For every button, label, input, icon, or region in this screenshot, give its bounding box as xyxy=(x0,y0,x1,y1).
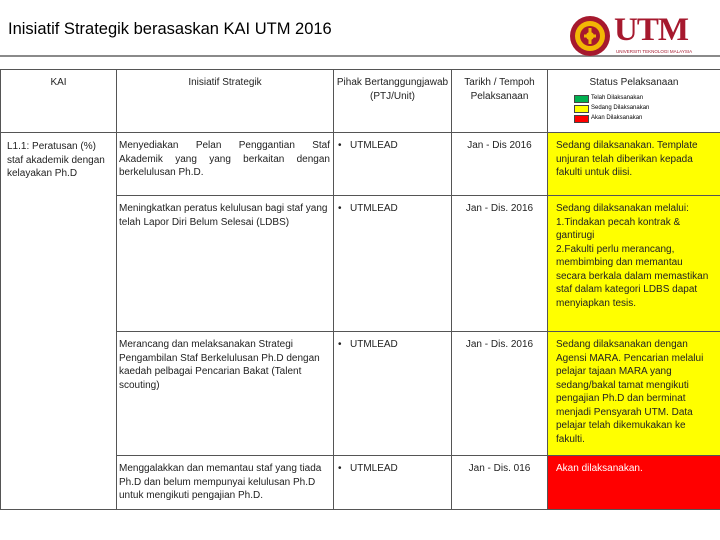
inisiatif-cell: Meningkatkan peratus kelulusan bagi staf yang telah Lapor Diri Belum Selesai (LDBS) xyxy=(117,196,334,332)
legend-item-telah xyxy=(574,94,720,104)
utm-logo xyxy=(568,14,718,58)
status-line: 1.Tindakan pecah kontrak & gantirugi xyxy=(556,216,681,241)
logo-subtitle: UNIVERSITI TEKNOLOGI MALAYSIA xyxy=(616,49,693,54)
header-tarikh: Tarikh / Tempoh Pelaksanaan xyxy=(452,70,548,133)
legend-label-telah: Telah Dilaksanakan xyxy=(591,95,644,102)
tarikh-cell: Jan - Dis. 2016 xyxy=(452,196,548,332)
tarikh-cell: Jan - Dis. 016 xyxy=(452,456,548,510)
status-cell: Sedang dilaksanakan. Template unjuran telah diberikan kepada fakulti untuk diisi. xyxy=(548,133,720,196)
status-legend xyxy=(548,94,720,124)
table-row xyxy=(1,133,720,196)
legend-swatch-yellow xyxy=(574,105,589,113)
kai-table xyxy=(0,69,720,510)
tarikh-cell: Jan - Dis. 2016 xyxy=(452,332,548,456)
pihak-cell: • UTMLEAD xyxy=(334,332,452,456)
status-cell xyxy=(548,196,720,332)
inisiatif-cell: Menyediakan Pelan Penggantian Staf Akademik yang yang berkaitan dengan berkelulusan Ph.D. xyxy=(117,133,334,196)
status-line: 2.Fakulti perlu merancang, membimbing dan memantau secara berkala dalam memastikan staf dalam kategori LDBS dapat menyiapkan tesis. xyxy=(556,243,709,309)
slide-title: Inisiatif Strategik berasaskan KAI UTM 2016 xyxy=(8,20,332,38)
legend-swatch-green xyxy=(574,95,589,103)
legend-label-sedang: Sedang Dilaksanakan xyxy=(591,105,650,112)
pihak-cell: • UTMLEAD xyxy=(334,196,452,332)
status-cell: Akan dilaksanakan. xyxy=(548,456,720,510)
header-pihak: Pihak Bertanggungjawab (PTJ/Unit) xyxy=(334,70,452,133)
tarikh-cell: Jan - Dis 2016 xyxy=(452,133,548,196)
table-header-row xyxy=(1,70,720,133)
header-status xyxy=(548,70,720,133)
legend-label-akan: Akan Dilaksanakan xyxy=(591,115,643,122)
utm-crest-icon xyxy=(568,14,612,58)
inisiatif-cell: Menggalakkan dan memantau staf yang tiada Ph.D dan belum mempunyai kelulusan Ph.D untuk mengikuti pengajian Ph.D. xyxy=(117,456,334,510)
header-kai: KAI xyxy=(1,70,117,133)
legend-item-sedang xyxy=(574,104,720,114)
legend-item-akan xyxy=(574,114,720,124)
kai-cell: L1.1: Peratusan (%) staf akademik dengan kelayakan Ph.D xyxy=(1,133,117,510)
status-line: Sedang dilaksanakan melalui: xyxy=(556,203,689,214)
status-cell: Sedang dilaksanakan dengan Agensi MARA. Pencarian melalui pelajar tajaan MARA yang sedang/bakal tamat mengikuti pengajian Ph.D dan berminat menjadi Pensyarah UTM. Data pelajar telah dikemukakan ke fakulti. xyxy=(548,332,720,456)
logo-wordmark: UTM xyxy=(614,12,688,48)
header-inisiatif: Inisiatif Strategik xyxy=(117,70,334,133)
pihak-cell: • UTMLEAD xyxy=(334,133,452,196)
header-status-label: Status Pelaksanaan xyxy=(589,77,679,88)
inisiatif-cell: Merancang dan melaksanakan Strategi Pengambilan Staf Berkelulusan Ph.D dengan kaedah pelbagai Pencarian Bakat (Talent scouting) xyxy=(117,332,334,456)
legend-swatch-red xyxy=(574,115,589,123)
pihak-cell: • UTMLEAD xyxy=(334,456,452,510)
